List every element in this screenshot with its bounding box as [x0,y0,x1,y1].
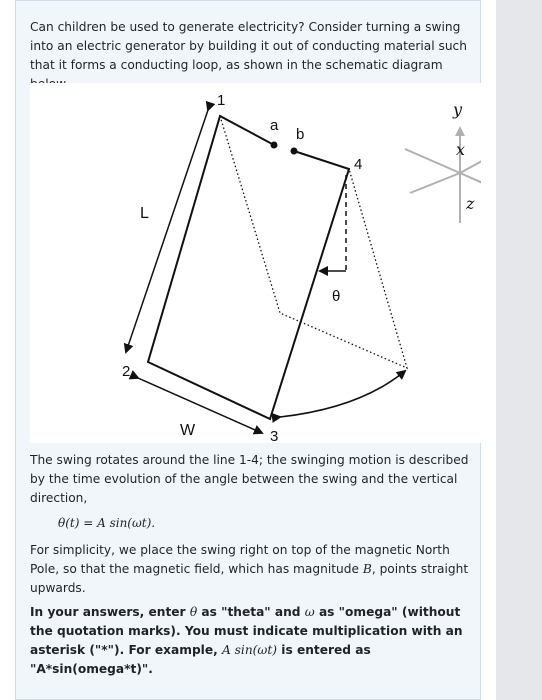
label-theta: θ [332,288,341,305]
length-arrow [126,110,208,352]
label-width: W [180,422,196,439]
field-text-2: , points straight upwards. [30,562,469,595]
swing-frame [148,116,349,419]
label-point-1: 1 [217,92,226,109]
instructions-example-math: A sin(ωt) [222,643,278,657]
instructions-text-3: as "omega" (without the quotation marks). You must indicate multiplication with an asterisk ("*"). For example, [30,605,463,657]
instructions-text-2: as "theta" and [197,605,305,619]
instructions-paragraph [30,603,470,679]
rotation-paragraph: The swing rotates around the line 1-4; the swinging motion is described by the time evolution of the angle between the swing and the vertical direction, [30,453,469,505]
instructions-text-4: is entered as "A*sin(omega*t)". [30,643,371,676]
instructions-theta: θ [189,605,198,619]
terminal-b [291,148,298,155]
field-symbol: B [362,562,372,576]
swing-displaced-position [220,116,407,368]
right-panel-strip [496,0,542,700]
terminal-a [271,142,278,149]
field-text-1: For simplicity, we place the swing right on top of the magnetic North Pole, so that the magnetic field, which has magnitude [30,543,450,576]
label-length: L [140,205,149,222]
label-axis-y: y [453,100,463,119]
instructions-text-1: In your answers, enter [30,605,190,619]
swing-diagram [30,83,481,443]
label-terminal-b: b [296,126,305,143]
field-paragraph [30,541,470,598]
label-point-4: 4 [354,156,363,173]
label-terminal-a: a [270,117,279,134]
label-point-3: 3 [270,428,279,443]
angle-equation: θ(t) = A sin(ωt). [58,516,156,530]
swing-motion-arrow [280,371,405,417]
intro-paragraph: Can children be used to generate electricity? Consider turning a swing into an electric generator by building it out of conducting material such that it forms a conducting loop, as shown in the schematic diagram [30,20,467,72]
label-axis-x: x [456,140,466,159]
instructions-omega: ω [304,605,315,619]
label-point-2: 2 [122,363,131,380]
label-axis-z: z [466,194,475,213]
